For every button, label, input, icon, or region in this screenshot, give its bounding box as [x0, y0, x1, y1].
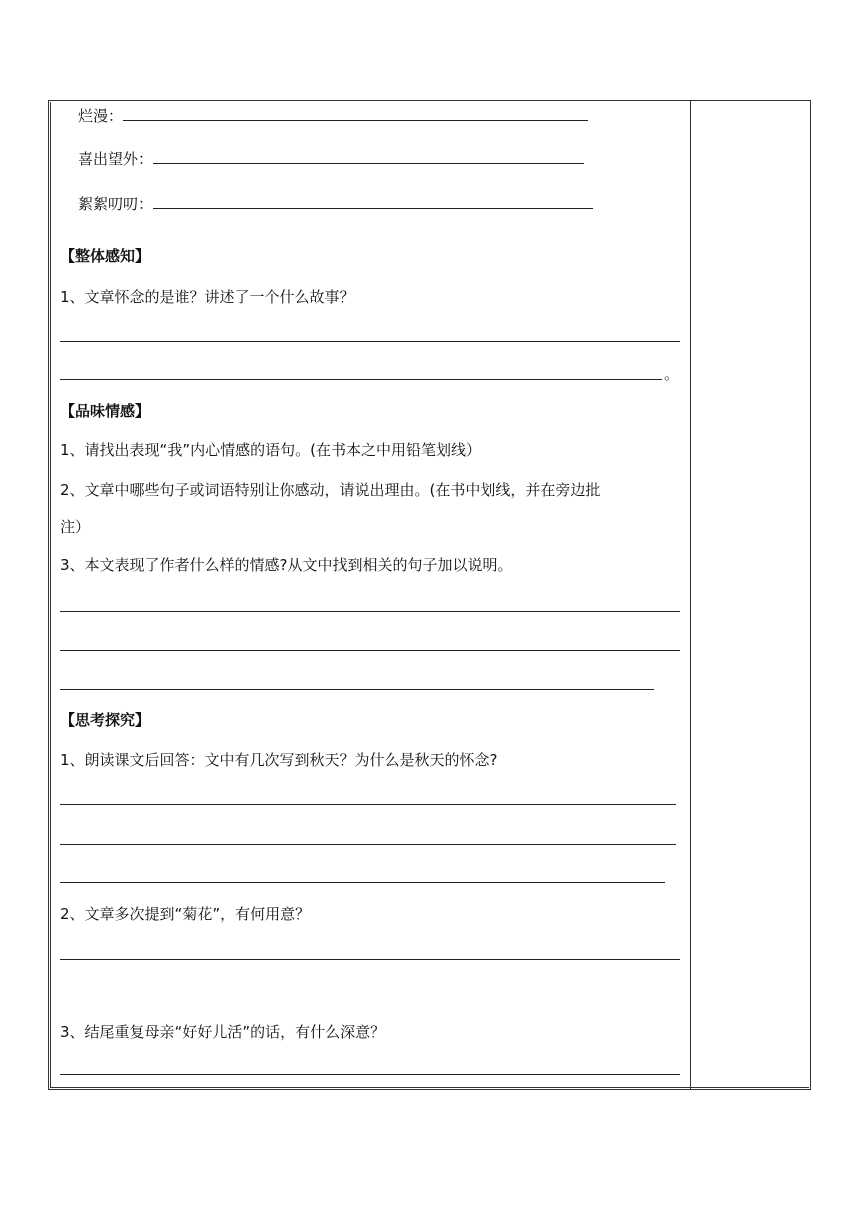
question-overall-1: 1、文章怀念的是谁？讲述了一个什么故事？: [60, 288, 355, 306]
question-emotion-2-line1: 2、文章中哪些句子或词语特别让你感动，请说出理由。(在书中划线，并在旁边批: [60, 481, 601, 499]
question-explore-1: 1、朗读课文后回答：文中有几次写到秋天？为什么是秋天的怀念?: [60, 751, 498, 769]
question-emotion-2-line2: 注）: [60, 518, 91, 536]
question-explore-3: 3、结尾重复母亲“好好儿活”的话，有什么深意？: [60, 1023, 386, 1041]
worksheet-table: [48, 100, 811, 1090]
answer-line[interactable]: [60, 341, 680, 342]
answer-line[interactable]: [60, 689, 654, 690]
section-heading-explore: 【思考探究】: [60, 711, 151, 729]
answer-line[interactable]: [60, 804, 676, 805]
answer-line[interactable]: [60, 882, 665, 883]
answer-blank[interactable]: [153, 149, 584, 164]
answer-blank[interactable]: [153, 194, 593, 209]
section-heading-overall: 【整体感知】: [60, 247, 151, 265]
question-explore-2: 2、文章多次提到“菊花”，有何用意？: [60, 905, 311, 923]
answer-line[interactable]: [60, 959, 680, 960]
vocab-item-lanman: [78, 106, 588, 126]
vocab-term: 絮絮叨叨：: [78, 195, 154, 213]
answer-line[interactable]: [60, 1074, 680, 1075]
answer-line[interactable]: [60, 844, 676, 845]
end-period: 。: [664, 365, 680, 383]
vocab-item-xichuwangwai: [78, 149, 584, 169]
answer-line[interactable]: [60, 611, 680, 612]
question-emotion-1: 1、请找出表现“我”内心情感的语句。(在书本之中用铅笔划线）: [60, 441, 481, 459]
answer-blank[interactable]: [123, 106, 588, 121]
answer-line[interactable]: [60, 379, 662, 380]
answer-line[interactable]: [60, 650, 680, 651]
section-heading-emotion: 【品味情感】: [60, 402, 151, 420]
notes-column: [691, 101, 810, 1089]
vocab-term: 喜出望外：: [78, 150, 154, 168]
question-emotion-3: 3、本文表现了作者什么样的情感?从文中找到相关的句子加以说明。: [60, 556, 513, 574]
vocab-term: 烂漫：: [78, 107, 124, 125]
vocab-item-xuxudaodao: [78, 194, 593, 214]
